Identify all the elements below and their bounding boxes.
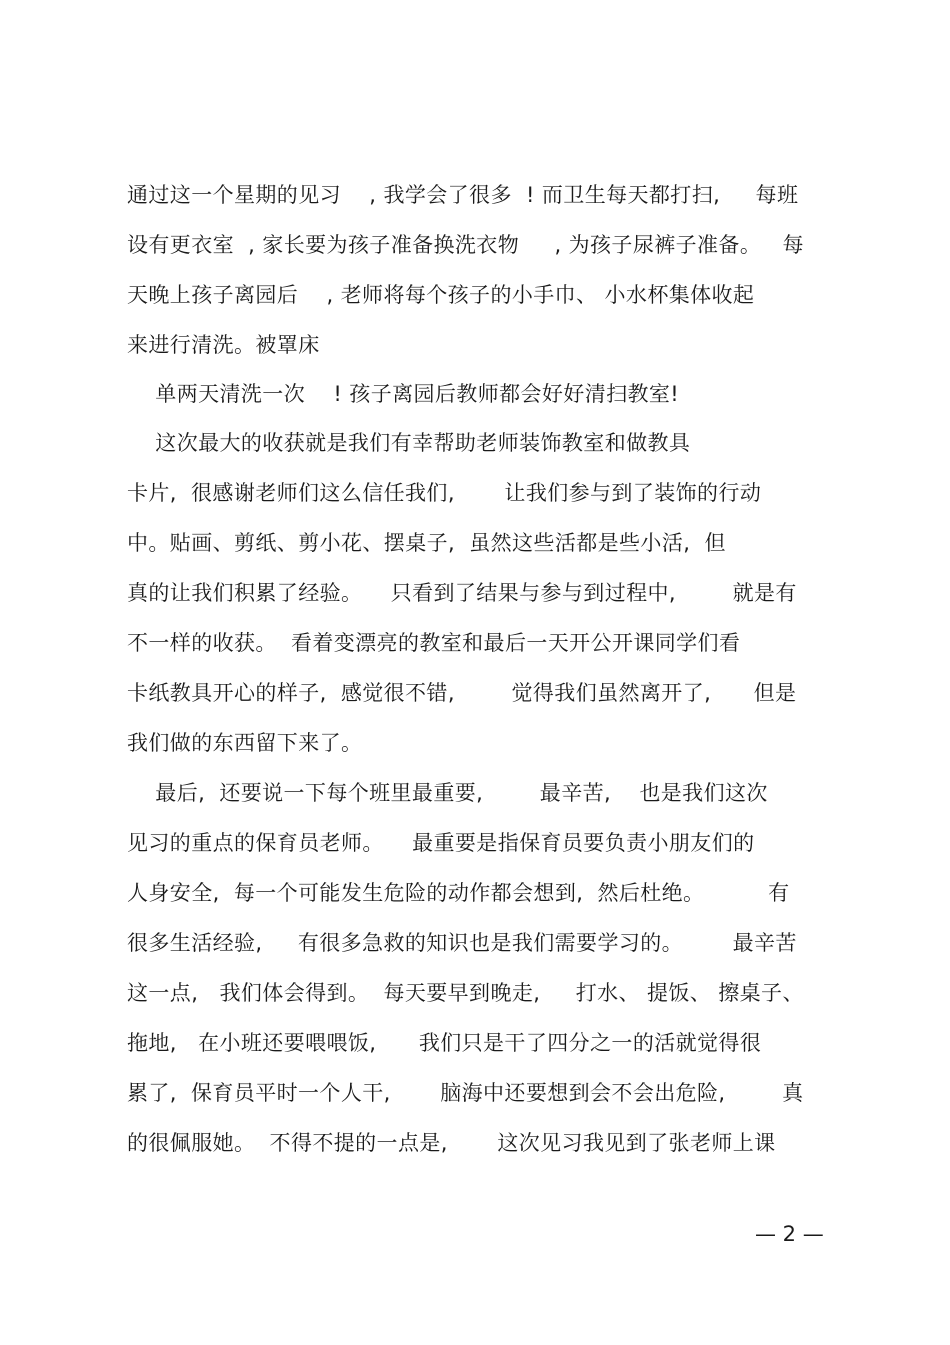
body-text-line: 卡纸教具开心的样子, 感觉很不错, 觉得我们虽然离开了, 但是 xyxy=(127,681,797,705)
body-text-line: 这一点, 我们体会得到。 每天要早到晚走, 打水、 提饭、 擦桌子、 xyxy=(127,981,804,1005)
body-text-line: 中。贴画、剪纸、剪小花、摆桌子, 虽然这些活都是些小活, 但 xyxy=(127,531,726,555)
body-text-line: 很多生活经验, 有很多急救的知识也是我们需要学习的。 最辛苦 xyxy=(127,931,797,955)
body-text-line: 见习的重点的保育员老师。 最重要是指保育员要负责小朋友们的 xyxy=(127,831,755,855)
body-text-line: 天晚上孩子离园后 , 老师将每个孩子的小手巾、 小水杯集体收起 xyxy=(127,283,755,307)
body-text-line: 真的让我们积累了经验。 只看到了结果与参与到过程中, 就是有 xyxy=(127,581,797,605)
body-text-line: 卡片, 很感谢老师们这么信任我们, 让我们参与到了装饰的行动 xyxy=(127,481,762,505)
body-text-line: 的很佩服她。 不得不提的一点是, 这次见习我见到了张老师上课 xyxy=(127,1131,776,1155)
body-text-line: 拖地, 在小班还要喂喂饭, 我们只是干了四分之一的活就觉得很 xyxy=(127,1031,762,1055)
body-text-line: 人身安全, 每一个可能发生危险的动作都会想到, 然后杜绝。 有 xyxy=(127,881,790,905)
body-text-line: 通过这一个星期的见习 , 我学会了很多 ! 而卫生每天都打扫, 每班 xyxy=(127,183,799,207)
page-number: — 2 — xyxy=(755,1222,824,1246)
body-text-line: 这次最大的收获就是我们有幸帮助老师装饰教室和做教具 xyxy=(127,431,691,455)
body-text-line: 单两天清洗一次 ! 孩子离园后教师都会好好清扫教室! xyxy=(127,382,680,406)
body-text-line: 最后, 还要说一下每个班里最重要, 最辛苦, 也是我们这次 xyxy=(127,781,768,805)
body-text-line: 来进行清洗。被罩床 xyxy=(127,333,320,357)
body-text-line: 我们做的东西留下来了。 xyxy=(127,731,363,755)
body-text-line: 累了, 保育员平时一个人干, 脑海中还要想到会不会出危险, 真 xyxy=(127,1081,804,1105)
body-text-line: 不一样的收获。 看着变漂亮的教室和最后一天开公开课同学们看 xyxy=(127,631,741,655)
body-text-line: 设有更衣室 , 家长要为孩子准备换洗衣物 , 为孩子尿裤子准备。 每 xyxy=(127,233,804,257)
